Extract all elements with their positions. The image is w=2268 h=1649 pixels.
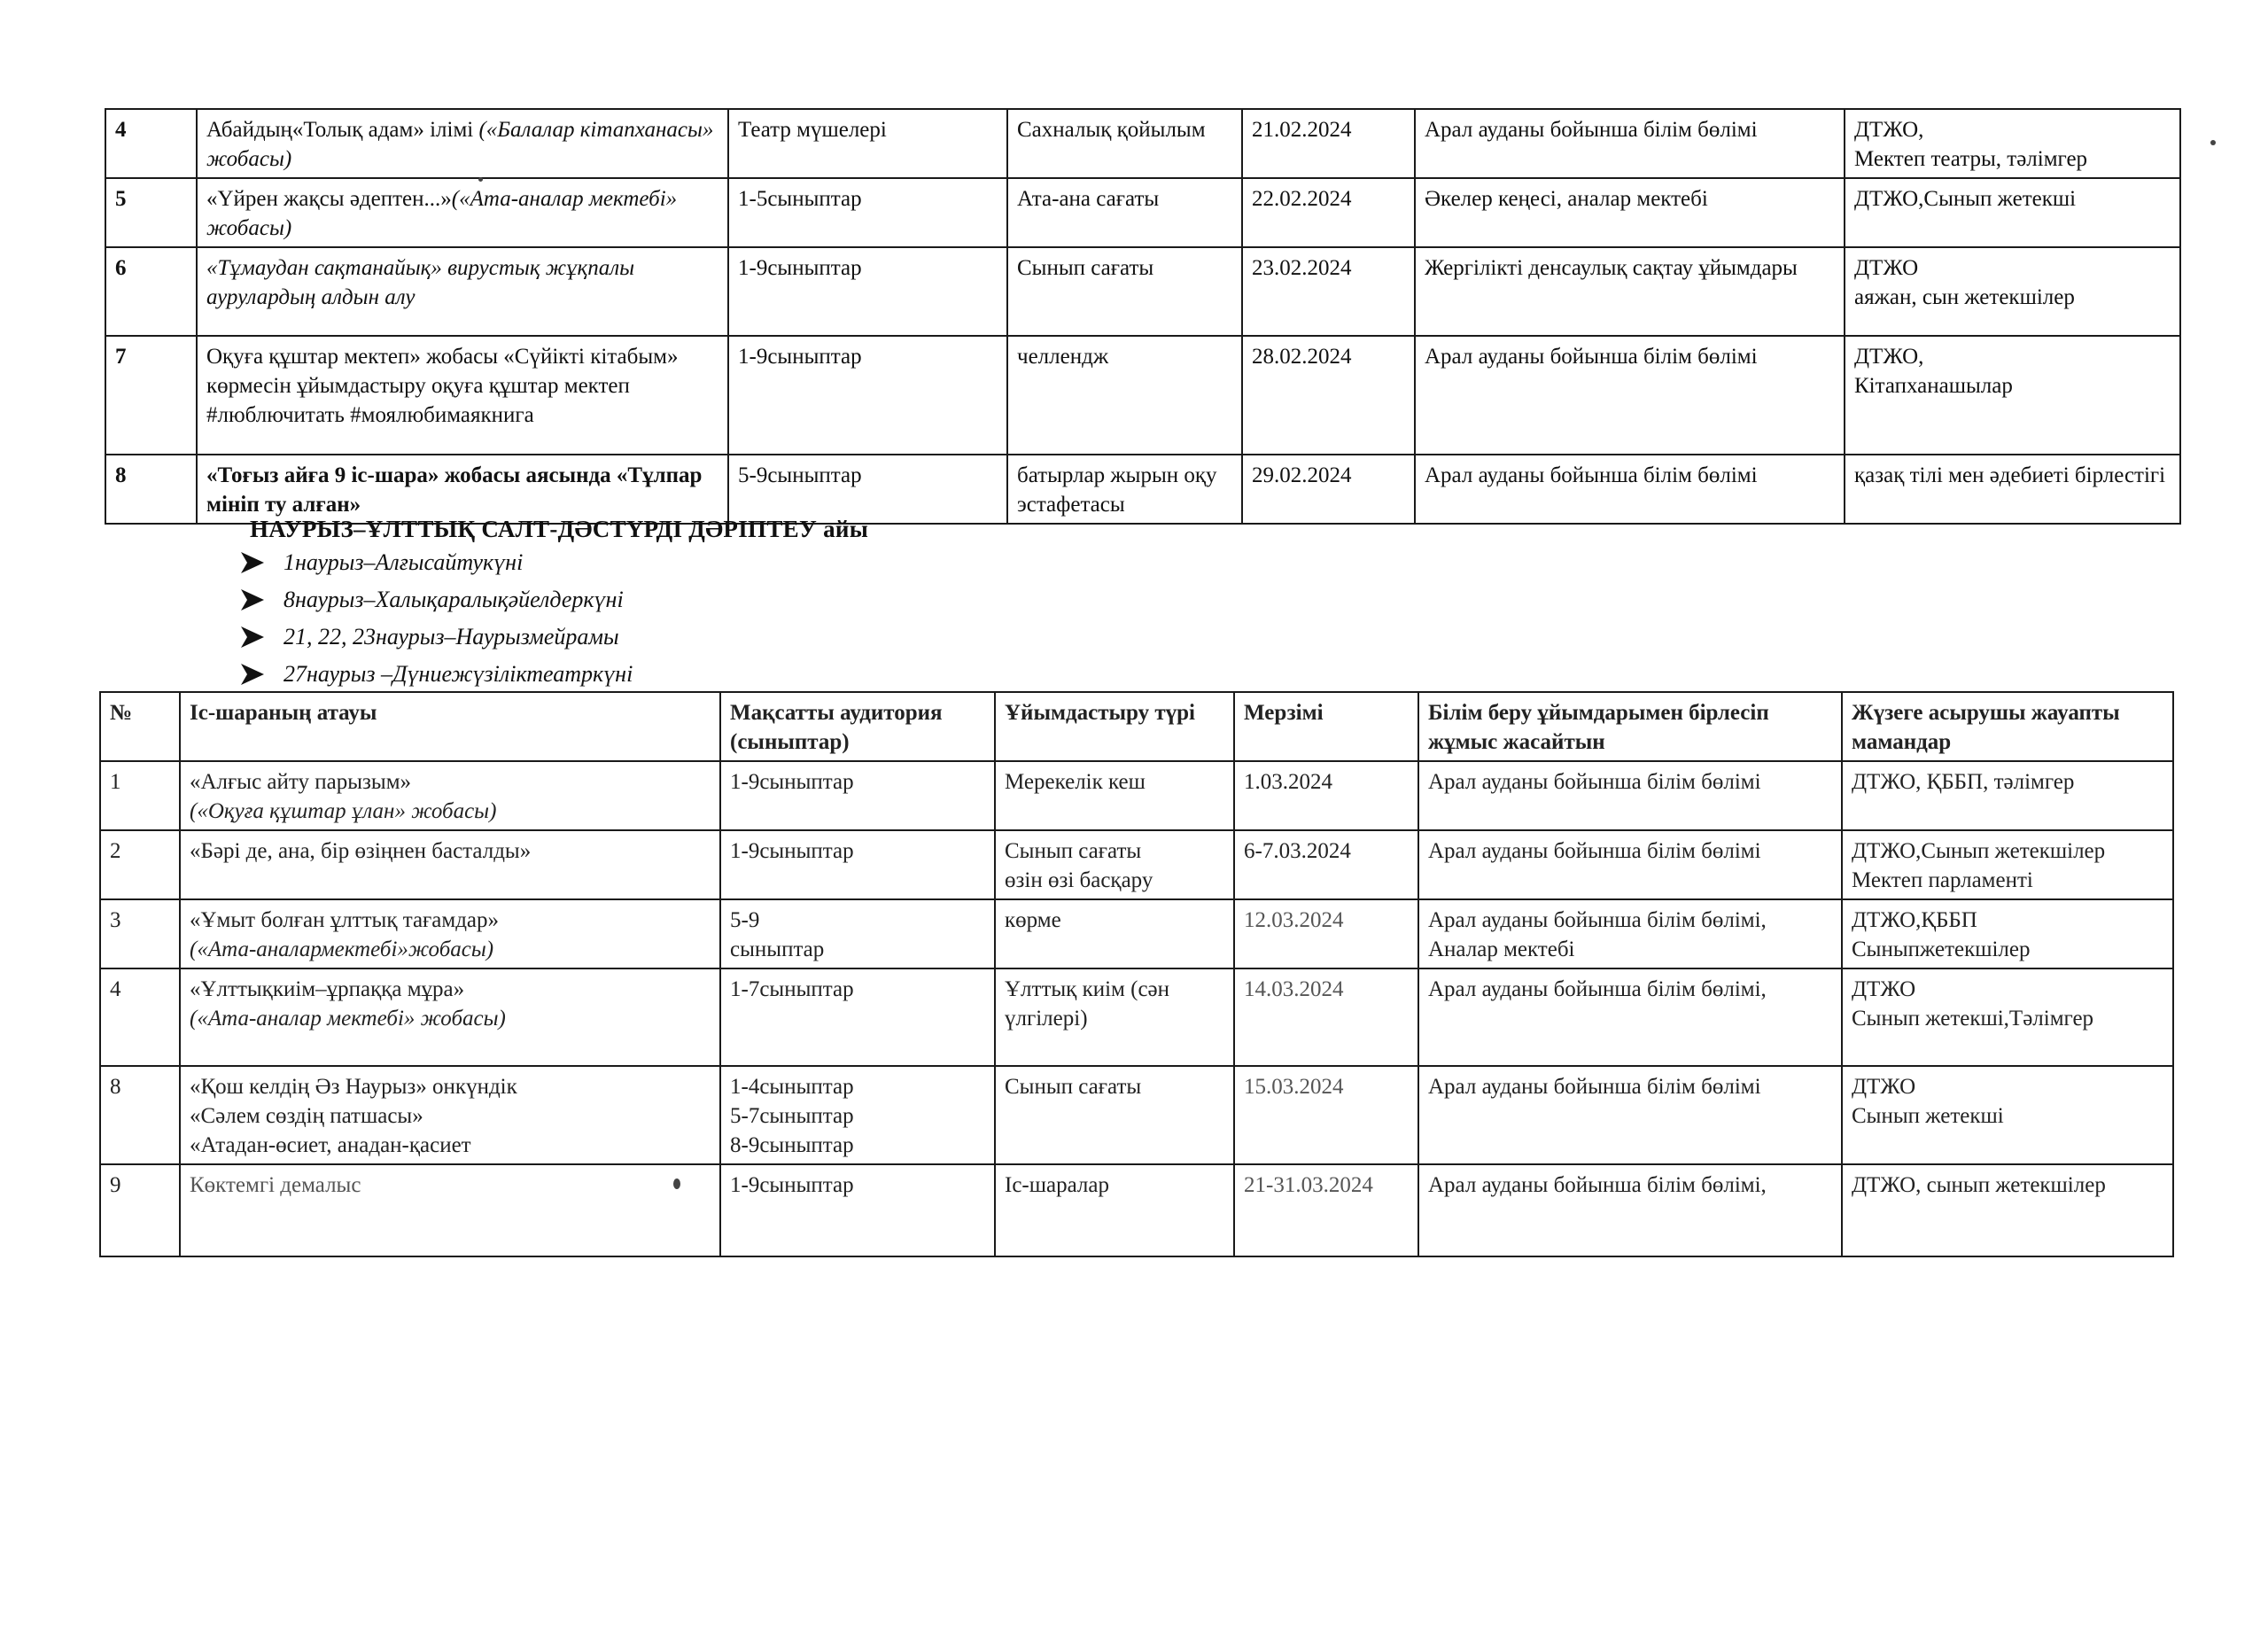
event-title-text: «Үйрен жақсы әдептен...» <box>206 187 452 211</box>
event-project-note: («Ата-аналармектебі»жобасы) <box>190 937 494 961</box>
event-title-text: «Ұлттықкиім–ұрпаққа мұра» <box>190 977 465 1001</box>
responsible-staff: ДТЖО, Кітапханашылар <box>1845 336 2180 455</box>
february-events-table-body <box>105 109 2180 524</box>
table-row <box>105 247 2180 336</box>
organization-form: Сынып сағаты <box>1007 247 1242 336</box>
event-title-text: Көктемгі демалыс <box>190 1173 361 1197</box>
partner-organizations: Арал ауданы бойынша білім бөлімі, Аналар мектебі <box>1418 899 1842 968</box>
organization-form: Сынып сағаты <box>995 1066 1234 1164</box>
event-project-note: («Ата-аналар мектебі» жобасы) <box>190 1007 506 1031</box>
holiday-item <box>239 618 633 656</box>
event-title <box>197 336 728 455</box>
event-date: 21.02.2024 <box>1242 109 1415 178</box>
row-number: 1 <box>100 761 180 830</box>
responsible-staff: ДТЖО аяжан, сын жетекшілер <box>1845 247 2180 336</box>
organization-form: батырлар жырын оқу эстафетасы <box>1007 455 1242 524</box>
header-audience: Мақсатты аудитория (сыныптар) <box>720 692 995 761</box>
event-title-text: Абайдың«Толық адам» ілімі <box>206 118 479 142</box>
row-number: 6 <box>105 247 197 336</box>
row-number: 3 <box>100 899 180 968</box>
event-title <box>180 968 720 1066</box>
scan-speck <box>478 177 483 182</box>
arrow-bullet-icon <box>239 587 266 612</box>
march-events-table <box>99 691 2174 1257</box>
event-title <box>180 1164 720 1256</box>
row-number: 4 <box>100 968 180 1066</box>
row-number: 9 <box>100 1164 180 1256</box>
target-audience: 1-9сыныптар <box>720 1164 995 1256</box>
event-title <box>180 1066 720 1164</box>
partner-organizations: Арал ауданы бойынша білім бөлімі, <box>1418 1164 1842 1256</box>
event-date: 15.03.2024 <box>1234 1066 1418 1164</box>
partner-organizations: Әкелер кеңесі, аналар мектебі <box>1415 178 1845 247</box>
event-project-note: («Ата-аналар мектебі» жобасы) <box>206 187 678 240</box>
responsible-staff: ДТЖО, сынып жетекшілер <box>1842 1164 2173 1256</box>
responsible-staff: ДТЖО,Сынып жетекшілер Мектеп парламенті <box>1842 830 2173 899</box>
partner-organizations: Арал ауданы бойынша білім бөлімі, <box>1418 968 1842 1066</box>
header-num: № <box>100 692 180 761</box>
row-number: 4 <box>105 109 197 178</box>
arrow-bullet-icon <box>239 625 266 649</box>
table-row <box>105 336 2180 455</box>
table-row <box>100 1066 2173 1164</box>
organization-form: Ұлттық киім (сән үлгілері) <box>995 968 1234 1066</box>
table-row <box>100 968 2173 1066</box>
organization-form: Іс-шаралар <box>995 1164 1234 1256</box>
table-row <box>105 455 2180 524</box>
row-number: 7 <box>105 336 197 455</box>
scan-speck <box>673 1178 680 1189</box>
event-title <box>180 761 720 830</box>
table-row <box>100 830 2173 899</box>
holiday-text: 1наурыз–Алғысайтукүні <box>284 549 524 575</box>
event-date: 29.02.2024 <box>1242 455 1415 524</box>
organization-form: Сынып сағаты өзін өзі басқару <box>995 830 1234 899</box>
event-date: 12.03.2024 <box>1234 899 1418 968</box>
target-audience: 1-7сыныптар <box>720 968 995 1066</box>
partner-organizations: Арал ауданы бойынша білім бөлімі <box>1415 336 1845 455</box>
event-date: 21-31.03.2024 <box>1234 1164 1418 1256</box>
responsible-staff: қазақ тілі мен әдебиеті бірлестігі <box>1845 455 2180 524</box>
arrow-bullet-icon <box>239 662 266 687</box>
row-number: 2 <box>100 830 180 899</box>
header-responsible: Жүзеге асырушы жауапты мамандар <box>1842 692 2173 761</box>
partner-organizations: Арал ауданы бойынша білім бөлімі <box>1418 830 1842 899</box>
organization-form: көрме <box>995 899 1234 968</box>
event-title-text: «Қош келдің Әз Наурыз» онкүндік «Сәлем сөздің патшасы» «Атадан-өсиет, анадан-қасиет <box>190 1075 517 1157</box>
holiday-item <box>239 581 633 618</box>
event-title-text: «Алғыс айту парызым» <box>190 770 412 794</box>
partner-organizations: Арал ауданы бойынша білім бөлімі <box>1418 1066 1842 1164</box>
holiday-item <box>239 544 633 581</box>
event-title <box>180 899 720 968</box>
target-audience: 5-9сыныптар <box>728 455 1007 524</box>
target-audience: 1-9сыныптар <box>728 247 1007 336</box>
event-date: 28.02.2024 <box>1242 336 1415 455</box>
march-events-table-body <box>100 761 2173 1256</box>
table-row <box>105 178 2180 247</box>
target-audience: 1-9сыныптар <box>728 336 1007 455</box>
partner-organizations: Арал ауданы бойынша білім бөлімі <box>1415 109 1845 178</box>
organization-form: Ата-ана сағаты <box>1007 178 1242 247</box>
table-row <box>100 761 2173 830</box>
responsible-staff: ДТЖО,Сынып жетекші <box>1845 178 2180 247</box>
table-row <box>100 899 2173 968</box>
target-audience: 1-5сыныптар <box>728 178 1007 247</box>
event-project-note: («Балалар кітапханасы» жобасы) <box>206 118 714 171</box>
holiday-list <box>239 544 633 693</box>
event-date: 1.03.2024 <box>1234 761 1418 830</box>
holiday-text: 21, 22, 23наурыз–Наурызмейрамы <box>284 624 619 649</box>
holiday-text: 8наурыз–Халықаралықәйелдеркүні <box>284 587 624 612</box>
table-row <box>100 1164 2173 1256</box>
responsible-staff: ДТЖО,ҚББП Сыныпжетекшілер <box>1842 899 2173 968</box>
february-events-table <box>105 108 2181 525</box>
partner-organizations: Арал ауданы бойынша білім бөлімі <box>1418 761 1842 830</box>
target-audience: 1-9сыныптар <box>720 761 995 830</box>
event-title-text: «Ұмыт болған ұлттық тағамдар» <box>190 908 500 932</box>
event-project-note: «Тұмаудан сақтанайық» вирустық жұқпалы аурулардың алдын алу <box>206 256 635 309</box>
row-number: 8 <box>105 455 197 524</box>
holiday-text: 27наурыз –Дүниежүзіліктеатркүні <box>284 661 633 687</box>
table-header-row <box>100 692 2173 761</box>
section-heading: НАУРЫЗ–ҰЛТТЫҚ САЛТ-ДӘСТҮРДІ ДӘРІПТЕУ айы <box>250 516 869 542</box>
table-row <box>105 109 2180 178</box>
event-title <box>197 247 728 336</box>
arrow-bullet-icon <box>239 550 266 575</box>
header-partners: Білім беру ұйымдарымен бірлесіп жұмыс жасайтын <box>1418 692 1842 761</box>
event-title <box>197 178 728 247</box>
header-form: Ұйымдастыру түрі <box>995 692 1234 761</box>
responsible-staff: ДТЖО, ҚББП, тәлімгер <box>1842 761 2173 830</box>
row-number: 8 <box>100 1066 180 1164</box>
event-project-note: («Оқуға құштар ұлан» жобасы) <box>190 799 497 823</box>
event-title-text: «Тоғыз айға 9 іс-шара» жобасы аясында «Тұлпар мініп ту алған» <box>206 463 703 517</box>
target-audience: 1-4сыныптар 5-7сыныптар 8-9сыныптар <box>720 1066 995 1164</box>
partner-organizations: Арал ауданы бойынша білім бөлімі <box>1415 455 1845 524</box>
event-date: 23.02.2024 <box>1242 247 1415 336</box>
responsible-staff: ДТЖО, Мектеп театры, тәлімгер <box>1845 109 2180 178</box>
header-event: Іс-шараның атауы <box>180 692 720 761</box>
partner-organizations: Жергілікті денсаулық сақтау ұйымдары <box>1415 247 1845 336</box>
event-title-text: «Бәрі де, ана, бір өзіңнен басталды» <box>190 839 532 863</box>
header-date: Мерзімі <box>1234 692 1418 761</box>
event-title <box>180 830 720 899</box>
event-date: 14.03.2024 <box>1234 968 1418 1066</box>
responsible-staff: ДТЖО Сынып жетекші <box>1842 1066 2173 1164</box>
organization-form: Мерекелік кеш <box>995 761 1234 830</box>
event-title <box>197 109 728 178</box>
responsible-staff: ДТЖО Сынып жетекші,Тәлімгер <box>1842 968 2173 1066</box>
scan-speck <box>2210 140 2216 145</box>
organization-form: Сахналық қойылым <box>1007 109 1242 178</box>
event-title-text: Оқуға құштар мектеп» жобасы «Сүйікті кітабым» көрмесін ұйымдастыру оқуға құштар мектеп #люблючитать #моялюбимаякнига <box>206 345 679 427</box>
target-audience: Театр мүшелері <box>728 109 1007 178</box>
target-audience: 1-9сыныптар <box>720 830 995 899</box>
event-title <box>197 455 728 524</box>
event-date: 22.02.2024 <box>1242 178 1415 247</box>
event-date: 6-7.03.2024 <box>1234 830 1418 899</box>
holiday-item <box>239 656 633 693</box>
row-number: 5 <box>105 178 197 247</box>
target-audience: 5-9 сыныптар <box>720 899 995 968</box>
organization-form: челлендж <box>1007 336 1242 455</box>
